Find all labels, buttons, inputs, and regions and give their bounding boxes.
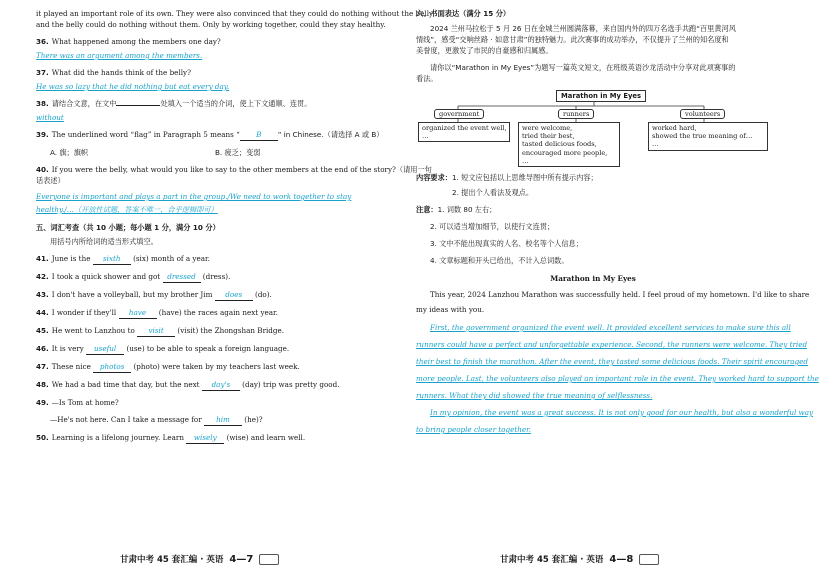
answer-36: There was an argument among the members. — [36, 51, 203, 60]
question-40-cont: 话表述） — [36, 176, 65, 185]
vocab-list — [36, 253, 386, 391]
question-37: 37. What did the hands think of the belly? — [36, 68, 191, 77]
vocab-item: 45. He went to Lanzhou to visit (visit) the Zhongshan Bridge. — [36, 326, 285, 335]
requirements: 内容要求：1. 短文应包括以上思维导图中所有提示内容； — [416, 173, 598, 182]
right-page — [400, 0, 819, 569]
badge-icon — [639, 554, 659, 565]
right-footer — [500, 552, 659, 566]
vocab-item: 46. It is very useful (use) to be able to speak a foreign language. — [36, 344, 290, 353]
question-36: 36. What happened among the members one day? — [36, 37, 221, 46]
option-a: A. 旗；旗帜 — [50, 148, 89, 157]
question-50: 50. Learning is a lifelong journey. Learn wisely (wise) and learn well. — [36, 433, 306, 442]
page-number: 4—7 — [229, 553, 254, 565]
mind-map-title: Marathon in My Eyes — [556, 90, 646, 102]
task-paragraph: 请你以“Marathon in My Eyes”为题写一篇英文短文，在班级英语沙龙活动中分享对此项赛事的 看法。 — [416, 63, 736, 83]
book-title: 甘肃中考 45 套汇编 · 英语 — [120, 555, 224, 565]
essay-opening: This year, 2024 Lanzhou Marathon was successfully held. I feel proud of my hometown. I'd like to share — [430, 290, 810, 299]
question-39: 39. The underlined word “flag” in Paragraph 5 means “ B ” in Chinese.（请选择 A 或 B） — [36, 130, 384, 139]
essay-opening-cont: my ideas with you. — [416, 305, 485, 314]
question-49-reply: —He's not here. Can I take a message for him (he)? — [50, 415, 263, 424]
intro-line: it played an important role of its own. They were also convinced that they could do nothing without the belly — [36, 9, 434, 18]
mind-map — [416, 90, 770, 170]
note-item: 2. 可以适当增加细节，以使行文连贯； — [430, 222, 555, 231]
vocab-item: 43. I don't have a volleyball, but my brother Jim does (do). — [36, 290, 272, 299]
option-b: B. 疲乏；变弱 — [215, 148, 261, 157]
runners-items: were welcome, tried their best, tasted delicious foods, encouraged more people, … — [518, 122, 620, 167]
vocab-item: 42. I took a quick shower and got dressed (dress). — [36, 272, 231, 281]
intro-line: and the belly could do nothing without them. Only by working together, could they stay healthy. — [36, 20, 386, 29]
left-footer — [120, 552, 279, 566]
requirement-item: 2. 提出个人看法及观点。 — [452, 188, 534, 197]
volunteers-items: worked hard, showed the true meaning of… … — [648, 122, 768, 151]
prompt-paragraph: 2024 兰州马拉松于 5 月 26 日在金城兰州圆满落幕，来自国内外的四万名选手共跑“百里黄河风 情线”，感受“交响丝路 · 如意甘肃”的独特魅力。此次赛事的成功举办，不仅提升了兰州的知名度和 美誉度，更激发了市民的自豪感和归属感。 — [416, 24, 736, 55]
branch-volunteers: volunteers — [680, 109, 725, 119]
vocab-item: 41. June is the sixth (six) month of a year. — [36, 254, 210, 263]
question-49: 49. —Is Tom at home? — [36, 398, 119, 407]
note-item: 3. 文中不能出现真实的人名、校名等个人信息； — [430, 239, 583, 248]
vocab-item: 44. I wonder if they'll have (have) the races again next year. — [36, 308, 278, 317]
answer-38: without — [36, 113, 64, 122]
badge-icon — [259, 554, 279, 565]
question-38: 38. 请结合文意，在文中 处填入一个适当的介词，使上下文通顺、连贯。 — [36, 99, 312, 108]
note-item: 4. 文章标题和开头已给出，不计入总词数。 — [430, 256, 569, 265]
essay-title: Marathon in My Eyes — [550, 274, 636, 283]
notes: 注意：1. 词数 80 左右； — [416, 205, 497, 214]
page-number: 4—8 — [609, 553, 634, 565]
answer-40: Everyone is important and plays a part in the group./We need to work together to stay — [36, 192, 352, 201]
options-39 — [36, 147, 386, 158]
vocab-item: 47. These nice photos (photo) were taken by my teachers last week. — [36, 362, 300, 371]
vocab-item: 48. We had a bad time that day, but the next day's (day) trip was pretty good. — [36, 380, 340, 389]
section-6-title: 六、书面表达（满分 15 分） — [416, 9, 511, 18]
answer-40-cont: healthy./…（开放性试题，答案不唯一，合乎逻辑即可） — [36, 205, 218, 214]
answer-39: B — [240, 129, 278, 141]
essay-answer: First, the government organized the event well. It provided excellent services to make sure this all runners could have a perfect and unforgettable experience. Second, the runners were welcome. They tried their best to finish the marathon. After the event, they tasted some delicious foods. Their spirit encouraged more people. Last, the volunteers also played an important role in the event. They worked hard to support the runners. What they did showed the true meaning of selflessness. In my opinion, the event was a great success. It is not only good for our health, but also a wonderful way to bring people closer together. — [416, 323, 819, 434]
branch-runners: runners — [558, 109, 594, 119]
answer-37: He was so lazy that he did nothing but eat every day. — [36, 82, 230, 91]
book-title: 甘肃中考 45 套汇编 · 英语 — [500, 555, 604, 565]
blank — [116, 98, 160, 106]
question-40: 40. If you were the belly, what would you like to say to the other members at the end of the story?（请用一句 — [36, 165, 432, 174]
government-items: organized the event well, … — [418, 122, 510, 142]
section-5-title: 五、词汇考查（共 10 小题；每小题 1 分，满分 10 分） — [36, 223, 220, 232]
section-5-instruction: 用括号内所给词的适当形式填空。 — [50, 237, 158, 246]
branch-government: government — [434, 109, 484, 119]
